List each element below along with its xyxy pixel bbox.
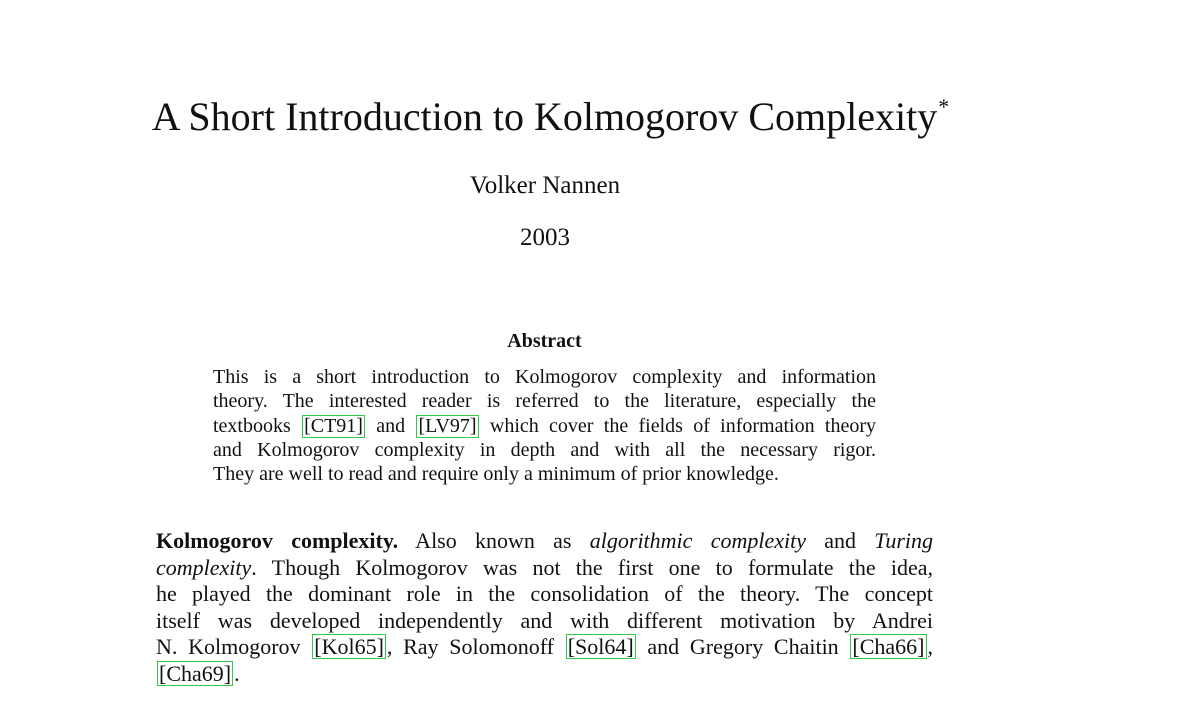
section-heading: Kolmogorov complexity. bbox=[156, 528, 399, 553]
abstract-line-3-between: and bbox=[365, 414, 416, 437]
paper-title bbox=[0, 93, 1100, 141]
kolmogorov-section-paragraph bbox=[156, 528, 933, 687]
citation-kol65-link[interactable]: [Kol65] bbox=[314, 634, 384, 659]
term-algorithmic-complexity: algorithmic complexity bbox=[589, 528, 806, 553]
abstract-line-2: theory. The interested reader is referred to the literature, especially the bbox=[213, 390, 876, 413]
citation-ct91-link[interactable]: [CT91] bbox=[304, 414, 363, 437]
paragraph-line-6 bbox=[156, 661, 933, 688]
term-turing: Turing bbox=[874, 528, 933, 553]
abstract-line-1: This is a short introduction to Kolmogorov complexity and information bbox=[213, 366, 876, 388]
paragraph-line-5 bbox=[156, 634, 933, 661]
abstract-heading: Abstract bbox=[507, 330, 582, 352]
title-footnote-marker[interactable]: * bbox=[938, 93, 950, 119]
paragraph-line-1 bbox=[156, 528, 933, 555]
paper-title-text: A Short Introduction to Kolmogorov Complexity bbox=[151, 94, 938, 139]
citation-cha69-link[interactable]: [Cha69] bbox=[159, 660, 232, 686]
abstract-text bbox=[213, 365, 876, 486]
citation-sol64-link[interactable]: [Sol64] bbox=[567, 634, 634, 659]
paragraph-line-4: itself was developed independently and with different motivation by Andrei bbox=[156, 607, 933, 633]
paragraph-line-6-text: . bbox=[234, 660, 240, 686]
term-complexity: complexity bbox=[156, 554, 252, 580]
paragraph-line-3: he played the dominant role in the consolidation of the theory. The concept bbox=[156, 581, 933, 606]
abstract-line-3-before: textbooks bbox=[213, 414, 302, 437]
publication-year: 2003 bbox=[520, 224, 570, 251]
paragraph-line-2-text: . Though Kolmogorov was not the first one to formulate the idea, bbox=[251, 554, 933, 580]
abstract-line-3-after: which cover the fields of information theory bbox=[479, 414, 876, 437]
citation-lv97-link[interactable]: [LV97] bbox=[418, 414, 477, 437]
abstract-line-5: They are well to read and require only a minimum of prior knowledge. bbox=[213, 463, 779, 486]
abstract-line-4: and Kolmogorov complexity in depth and with all the necessary rigor. bbox=[213, 438, 876, 461]
paragraph-line-5-c: and Gregory Chaitin bbox=[636, 634, 850, 659]
author-name: Volker Nannen bbox=[469, 172, 621, 199]
citation-cha66-link[interactable]: [Cha66] bbox=[852, 634, 925, 659]
paragraph-line-5-b: , Ray Solomonoff bbox=[386, 634, 565, 659]
abstract-line-3 bbox=[213, 414, 876, 438]
paragraph-line-5-d: , bbox=[927, 634, 933, 659]
paragraph-line-5-a: N. Kolmogorov bbox=[156, 634, 312, 659]
paragraph-line-1-and: and bbox=[805, 528, 875, 553]
paragraph-line-1-intro: Also known as bbox=[398, 528, 590, 553]
paragraph-line-2 bbox=[156, 555, 933, 582]
